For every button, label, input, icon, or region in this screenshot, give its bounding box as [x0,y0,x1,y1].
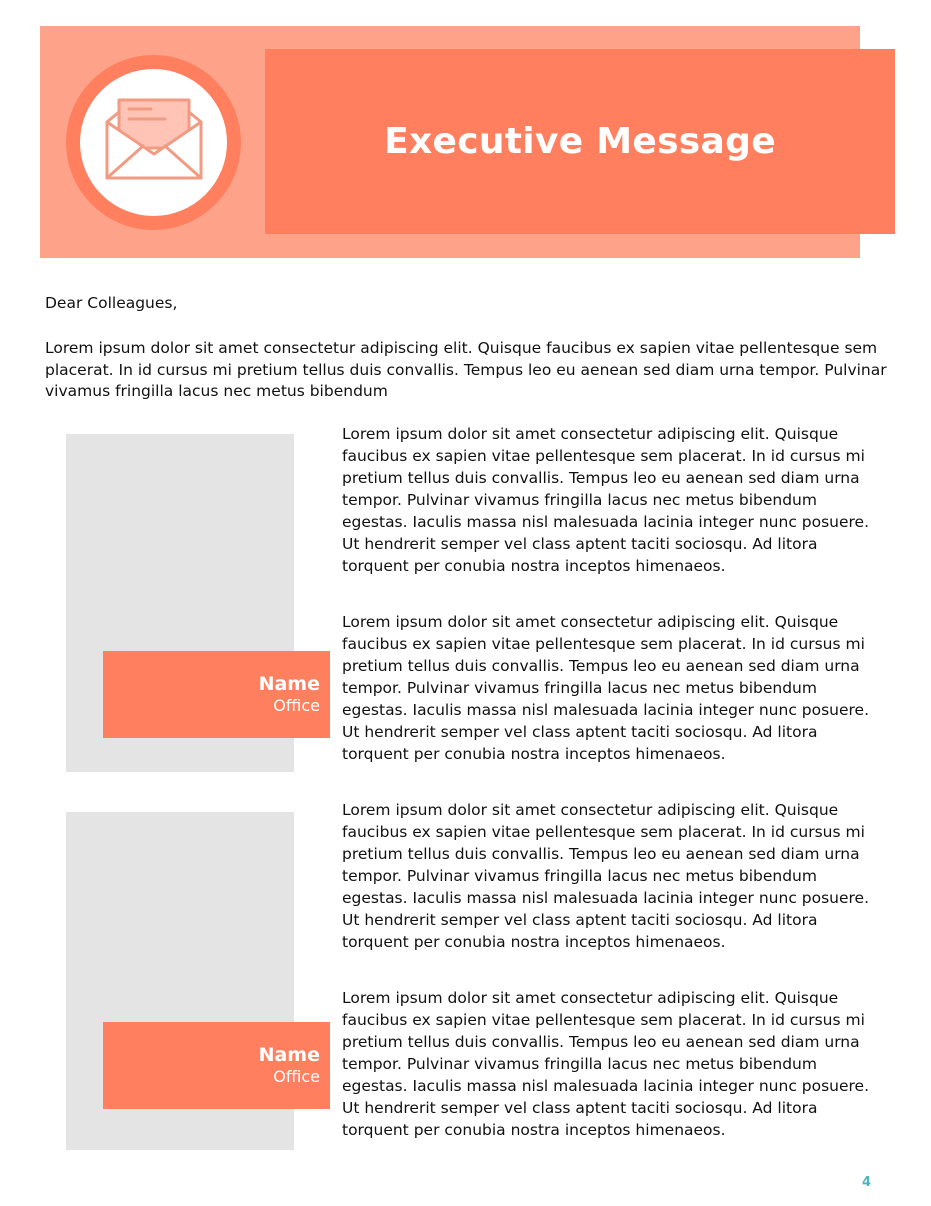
body-paragraph: Lorem ipsum dolor sit amet consectetur adipiscing elit. Quisque faucibus ex sapien vitae pellentesque sem placerat. In id cursus mi pretium tellus duis convallis. Tempus leo eu aenean sed diam urna tempor. Pulvinar vivamus fringilla lacus nec metus bibendum egestas. Iaculis massa nisl malesuada lacinia integer nunc posuere. Ut hendrerit semper vel class aptent taciti sociosqu. Ad litora torquent per conubia nostra inceptos himenaeos. [342,801,870,951]
envelope-letter-icon [103,82,205,184]
page-number: 4 [862,1175,872,1190]
body-paragraph: Lorem ipsum dolor sit amet consectetur adipiscing elit. Quisque faucibus ex sapien vitae pellentesque sem placerat. In id cursus mi pretium tellus duis convallis. Tempus leo eu aenean sed diam urna tempor. Pulvinar vivamus fringilla lacus nec metus bibendum egestas. Iaculis massa nisl malesuada lacinia integer nunc posuere. Ut hendrerit semper vel class aptent taciti sociosqu. Ad litora torquent per conubia nostra inceptos himenaeos. [342,989,870,1139]
executive-name: Name [258,1044,320,1066]
page-title: Executive Message [384,121,776,162]
body-paragraph: Lorem ipsum dolor sit amet consectetur adipiscing elit. Quisque faucibus ex sapien vitae pellentesque sem placerat. In id cursus mi pretium tellus duis convallis. Tempus leo eu aenean sed diam urna tempor. Pulvinar vivamus fringilla lacus nec metus bibendum egestas. Iaculis massa nisl malesuada lacinia integer nunc posuere. Ut hendrerit semper vel class aptent taciti sociosqu. Ad litora torquent per conubia nostra inceptos himenaeos. [342,425,870,575]
letter-salutation: Dear Colleagues, [45,294,178,312]
executive-name: Name [258,673,320,695]
executive-office: Office [273,696,320,715]
executive-name-card [103,1022,330,1109]
executive-office: Office [273,1067,320,1086]
header-title-panel [265,49,895,234]
letter-intro: Lorem ipsum dolor sit amet consectetur adipiscing elit. Quisque faucibus ex sapien vitae pellentesque sem placerat. In id cursus mi pretium tellus duis convallis. Tempus leo eu aenean sed diam urna tempor. Pulvinar vivamus fringilla lacus nec metus bibendum [45,339,887,400]
executive-name-card [103,651,330,738]
body-paragraph: Lorem ipsum dolor sit amet consectetur adipiscing elit. Quisque faucibus ex sapien vitae pellentesque sem placerat. In id cursus mi pretium tellus duis convallis. Tempus leo eu aenean sed diam urna tempor. Pulvinar vivamus fringilla lacus nec metus bibendum egestas. Iaculis massa nisl malesuada lacinia integer nunc posuere. Ut hendrerit semper vel class aptent taciti sociosqu. Ad litora torquent per conubia nostra inceptos himenaeos. [342,613,870,763]
